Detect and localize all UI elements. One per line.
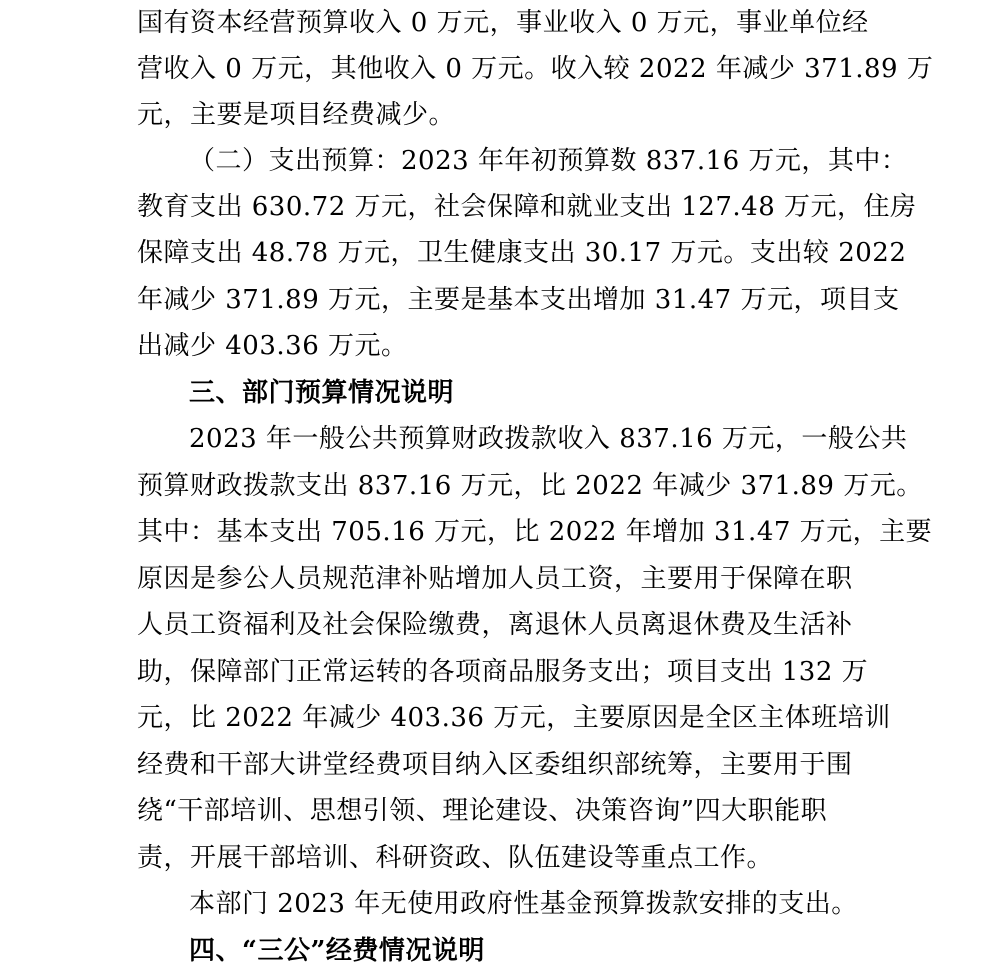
body-text-line: 经费和干部大讲堂经费项目纳入区委组织部统筹，主要用于围 (137, 750, 853, 780)
body-text-line: 营收入 0 万元，其他收入 0 万元。收入较 2022 年减少 371.89 万 (137, 54, 934, 84)
body-text-line: （二）支出预算：2023 年年初预算数 837.16 万元，其中： (189, 146, 908, 176)
body-text-line: 保障支出 48.78 万元，卫生健康支出 30.17 万元。支出较 2022 (137, 238, 907, 268)
body-text-line: 责，开展干部培训、科研资政、队伍建设等重点工作。 (137, 843, 774, 873)
body-text-line: 原因是参公人员规范津补贴增加人员工资，主要用于保障在职 (137, 564, 853, 594)
body-text-line: 教育支出 630.72 万元，社会保障和就业支出 127.48 万元，住房 (137, 192, 917, 222)
section-heading: 四、“三公”经费情况说明 (189, 936, 485, 966)
body-text-line: 国有资本经营预算收入 0 万元，事业收入 0 万元，事业单位经 (137, 8, 869, 38)
body-text-line: 本部门 2023 年无使用政府性基金预算拨款安排的支出。 (189, 889, 858, 919)
body-text-line: 其中：基本支出 705.16 万元，比 2022 年增加 31.47 万元，主要 (137, 517, 933, 547)
body-text-line: 预算财政拨款支出 837.16 万元，比 2022 年减少 371.89 万元。 (137, 471, 923, 501)
body-text-line: 元，主要是项目经费减少。 (137, 100, 456, 130)
body-text-line: 年减少 371.89 万元，主要是基本支出增加 31.47 万元，项目支 (137, 285, 900, 315)
body-text-line: 2023 年一般公共预算财政拨款收入 837.16 万元，一般公共 (189, 424, 908, 454)
body-text-line: 绕“干部培训、思想引领、理论建设、决策咨询”四大职能职 (137, 796, 828, 826)
body-text-line: 出减少 403.36 万元。 (137, 331, 408, 361)
body-text-line: 助，保障部门正常运转的各项商品服务支出；项目支出 132 万 (137, 657, 869, 687)
body-text-line: 元，比 2022 年减少 403.36 万元，主要原因是全区主体班培训 (137, 703, 891, 733)
body-text-line: 人员工资福利及社会保险缴费，离退休人员离退休费及生活补 (137, 610, 853, 640)
section-heading: 三、部门预算情况说明 (189, 378, 455, 408)
